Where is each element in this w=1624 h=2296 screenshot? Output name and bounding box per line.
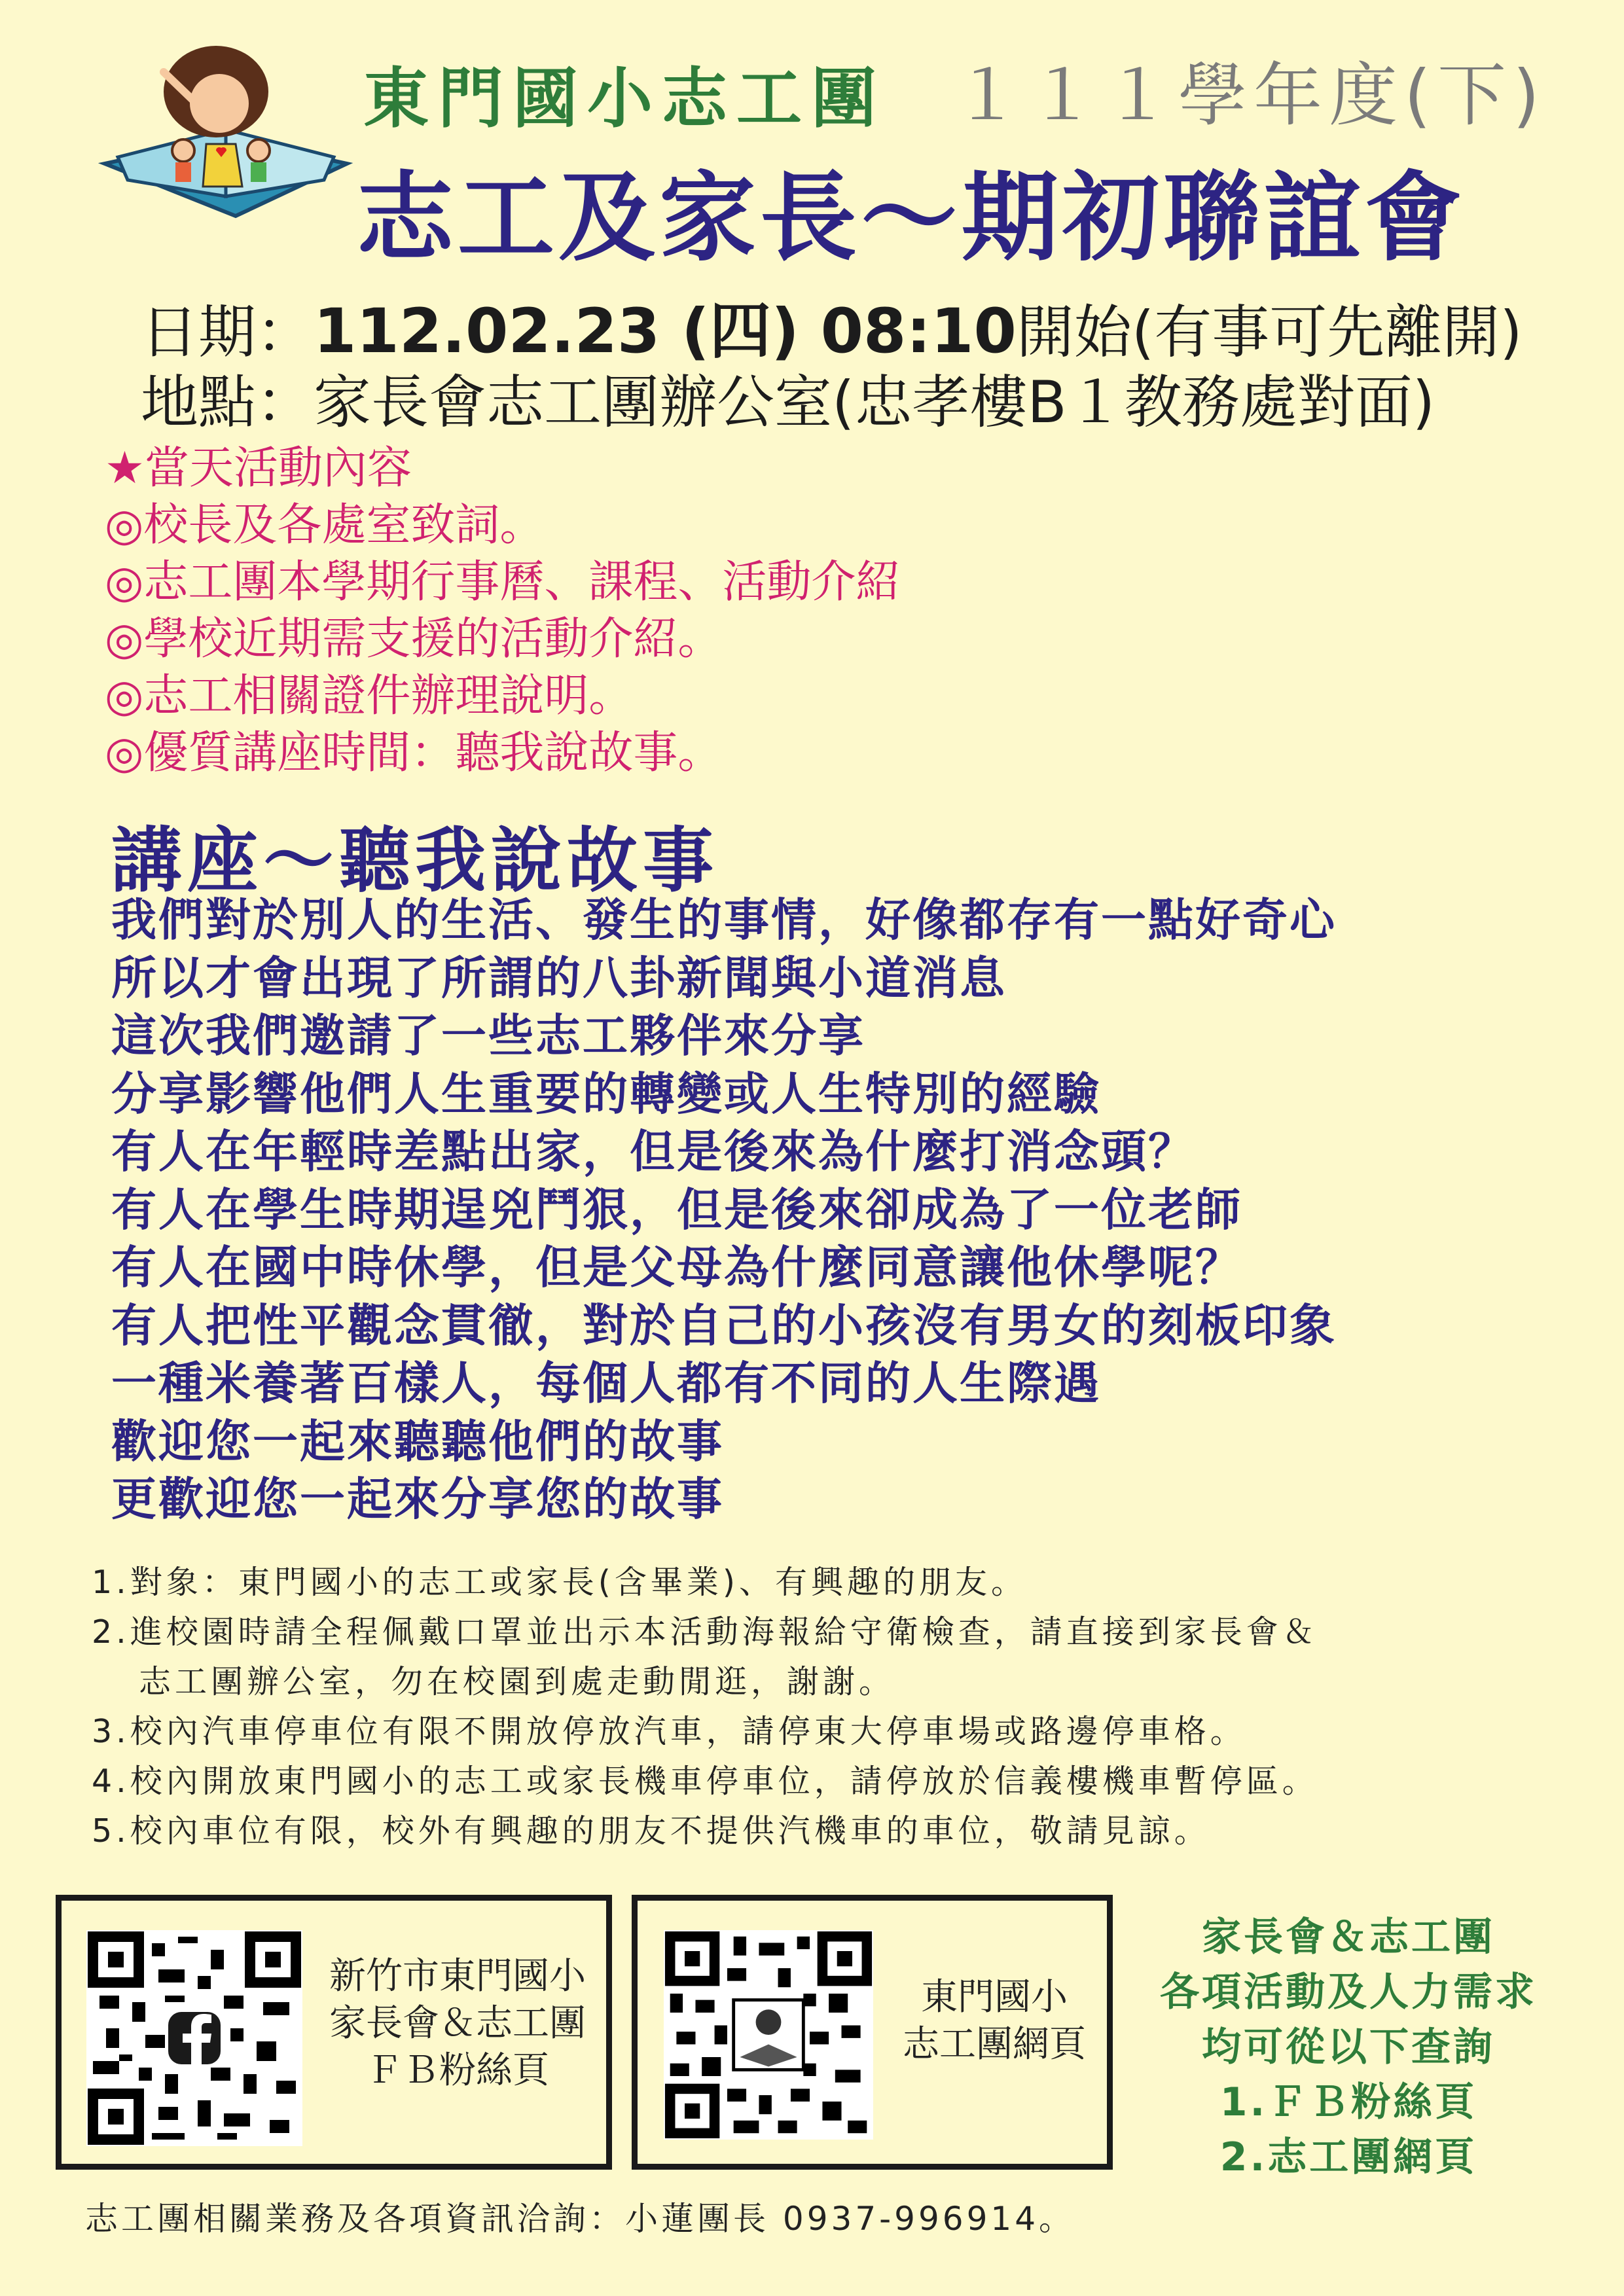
lecture-line: 更歡迎您一起來分享您的故事 [111, 1473, 724, 1526]
lecture-line: 一種米養著百樣人，每個人都有不同的人生際遇 [111, 1357, 1101, 1410]
fb-qr-box [56, 1895, 612, 2170]
lecture-line: 我們對於別人的生活、發生的事情，好像都存有一點好奇心 [111, 894, 1337, 946]
side-info-line: 2.志工團網頁 [1219, 2134, 1477, 2180]
activity-item: ◎志工相關證件辦理說明。 [105, 670, 634, 722]
place-line [141, 357, 1435, 439]
side-info-line: 均可從以下查詢 [1202, 2024, 1495, 2070]
contact-line: 志工團相關業務及各項資訊洽詢：小蓮團長 0937-996914。 [85, 2200, 1075, 2238]
note-item-continued: 志工團辦公室，勿在校園到處走動閒逛，謝謝。 [139, 1663, 895, 1700]
activity-heading: ★當天活動內容 [105, 442, 412, 494]
lecture-line: 所以才會出現了所謂的八卦新聞與小道消息 [111, 952, 1007, 1005]
note-item: 4.校內開放東門國小的志工或家長機車停車位，請停放於信義樓機車暫停區。 [92, 1763, 1318, 1800]
logo-illustration [98, 46, 353, 236]
side-info [1119, 1910, 1578, 2185]
fb-qr-code[interactable] [86, 1930, 302, 2146]
date-suffix: 開始(有事可先離開) [1016, 298, 1523, 366]
fb-qr-label-line: 新竹市東門國小 [329, 1955, 586, 1998]
fb-qr-label-line: ＦＢ粉絲頁 [366, 2049, 549, 2092]
lecture-title: 講座～聽我說故事 [111, 820, 719, 902]
side-info-line: 家長會＆志工團 [1202, 1914, 1495, 1960]
note-item: 1.對象：東門國小的志工或家長(含畢業)、有興趣的朋友。 [92, 1564, 1027, 1601]
org-name: 東門國小志工團 [363, 60, 886, 137]
web-qr-box [632, 1895, 1113, 2170]
lecture-line: 這次我們邀請了一些志工夥伴來分享 [111, 1010, 865, 1062]
date-label: 日期： [141, 298, 314, 366]
fb-qr-label [320, 1953, 595, 2094]
note-item: 2.進校園時請全程佩戴口罩並出示本活動海報給守衛檢查，請直接到家長會＆ [92, 1613, 1318, 1651]
activity-item: ◎學校近期需支援的活動介紹。 [105, 613, 723, 665]
web-qr-label-line: 志工團網頁 [903, 2023, 1086, 2066]
activity-item: ◎校長及各處室致詞。 [105, 499, 545, 551]
activity-item: ◎志工團本學期行事曆、課程、活動介紹 [105, 556, 901, 608]
activity-list [105, 440, 900, 781]
lecture-line: 有人在學生時期逞兇鬥狠，但是後來卻成為了一位老師 [111, 1183, 1242, 1236]
lecture-line: 分享影響他們人生重要的轉變或人生特別的經驗 [111, 1067, 1101, 1121]
note-item: 5.校內車位有限，校外有興趣的朋友不提供汽機車的車位，敬請見諒。 [92, 1812, 1210, 1850]
lecture-description [111, 891, 1337, 1529]
web-qr-label [890, 1974, 1099, 2068]
lecture-line: 有人在國中時休學，但是父母為什麼同意讓他休學呢？ [111, 1242, 1242, 1294]
place-value: 家長會志工團辦公室(忠孝樓B１教務處對面) [314, 368, 1435, 436]
fb-qr-label-line: 家長會＆志工團 [329, 2002, 586, 2045]
note-item: 3.校內汽車停車位有限不開放停放汽車，請停東大停車場或路邊停車格。 [92, 1713, 1246, 1750]
web-qr-label-line: 東門國小 [921, 1976, 1068, 2018]
side-info-line: 各項活動及人力需求 [1160, 1969, 1537, 2015]
activity-item: ◎優質講座時間：聽我說故事。 [105, 727, 723, 779]
school-year: １１１學年度(下) [952, 56, 1546, 135]
date-value: 112.02.23 (四) 08:10 [314, 296, 1017, 367]
side-info-line: 1.ＦＢ粉絲頁 [1219, 2079, 1477, 2125]
lecture-line: 有人在年輕時差點出家，但是後來為什麼打消念頭？ [111, 1126, 1195, 1178]
place-label: 地點： [141, 368, 314, 436]
lecture-line: 有人把性平觀念貫徹，對於自己的小孩沒有男女的刻板印象 [111, 1299, 1337, 1352]
lecture-line: 歡迎您一起來聽聽他們的故事 [111, 1415, 724, 1468]
notes-list [92, 1558, 1318, 1856]
web-qr-code[interactable] [664, 1930, 873, 2140]
event-title: 志工及家長～期初聯誼會 [357, 162, 1466, 274]
